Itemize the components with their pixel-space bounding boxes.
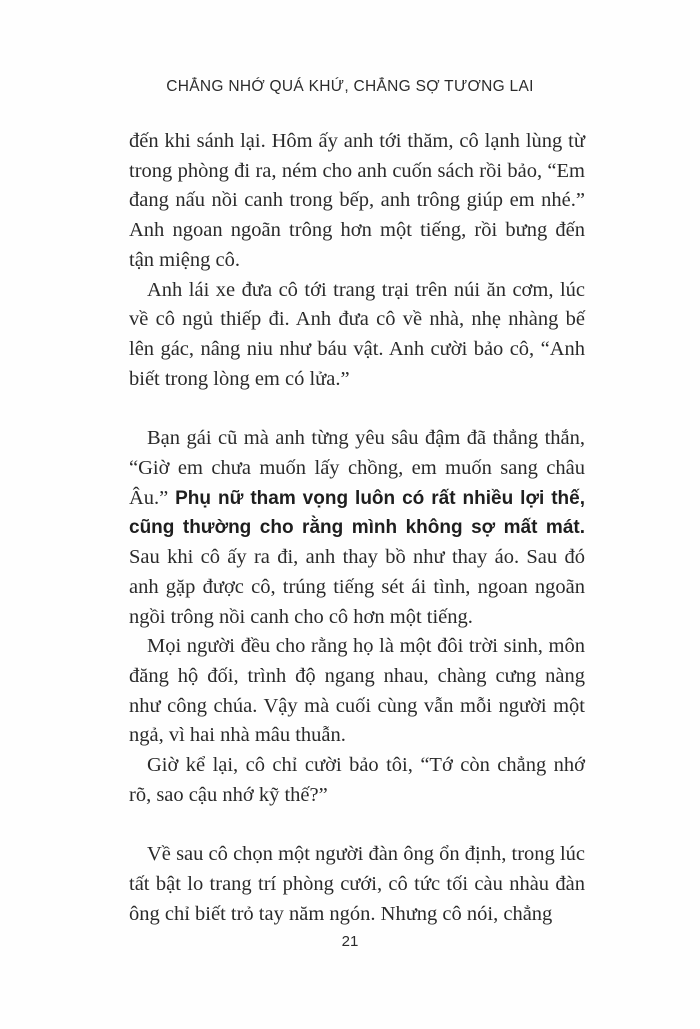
paragraph-6: Về sau cô chọn một người đàn ông ổn định, trong lúc tất bật lo trang trí phòng cưới, cô tức tối càu nhàu đàn ông chỉ biết trỏ tay năm ngón. Nhưng cô nói, chẳng <box>129 843 585 925</box>
paragraph-3 <box>129 424 585 632</box>
paragraph-2: Anh lái xe đưa cô tới trang trại trên núi ăn cơm, lúc về cô ngủ thiếp đi. Anh đưa cô về nhà, nhẹ nhàng bế lên gác, nâng niu như báu vật. Anh cười bảo cô, “Anh biết trong lòng em có lửa.” <box>129 278 585 390</box>
emphasized-quote: Phụ nữ tham vọng luôn có rất nhiều lợi thế, cũng thường cho rằng mình không sợ mất mát. <box>129 487 585 539</box>
paragraph-3-tail: Sau khi cô ấy ra đi, anh thay bồ như thay áo. Sau đó anh gặp được cô, trúng tiếng sét ái tình, ngoan ngoãn ngồi trông nồi canh cho cô hơn một tiếng. <box>129 546 585 628</box>
page-number: 21 <box>341 933 359 950</box>
paragraph-1: đến khi sánh lại. Hôm ấy anh tới thăm, cô lạnh lùng từ trong phòng đi ra, ném cho anh cuốn sách rồi bảo, “Em đang nấu nồi canh trong bếp, anh trông giúp em nhé.” Anh ngoan ngoãn trông hơn một tiếng, rồi bưng đến tận miệng cô. <box>129 130 585 271</box>
paragraph-4: Mọi người đều cho rằng họ là một đôi trời sinh, môn đăng hộ đối, trình độ ngang nhau, chàng cưng nàng như công chúa. Vậy mà cuối cùng vẫn mỗi người một ngả, vì hai nhà mâu thuẫn. <box>129 635 585 747</box>
running-header: CHẲNG NHỚ QUÁ KHỨ, CHẲNG SỢ TƯƠNG LAI <box>166 78 534 95</box>
paragraph-3-lead: Bạn gái cũ mà anh từng yêu sâu đậm đã thẳng thắn, “Giờ em chưa muốn lấy chồng, em muốn sang châu Âu.” <box>129 427 585 509</box>
paragraph-5: Giờ kể lại, cô chỉ cười bảo tôi, “Tớ còn chẳng nhớ rõ, sao cậu nhớ kỹ thế?” <box>129 754 585 806</box>
body-text <box>129 127 585 930</box>
